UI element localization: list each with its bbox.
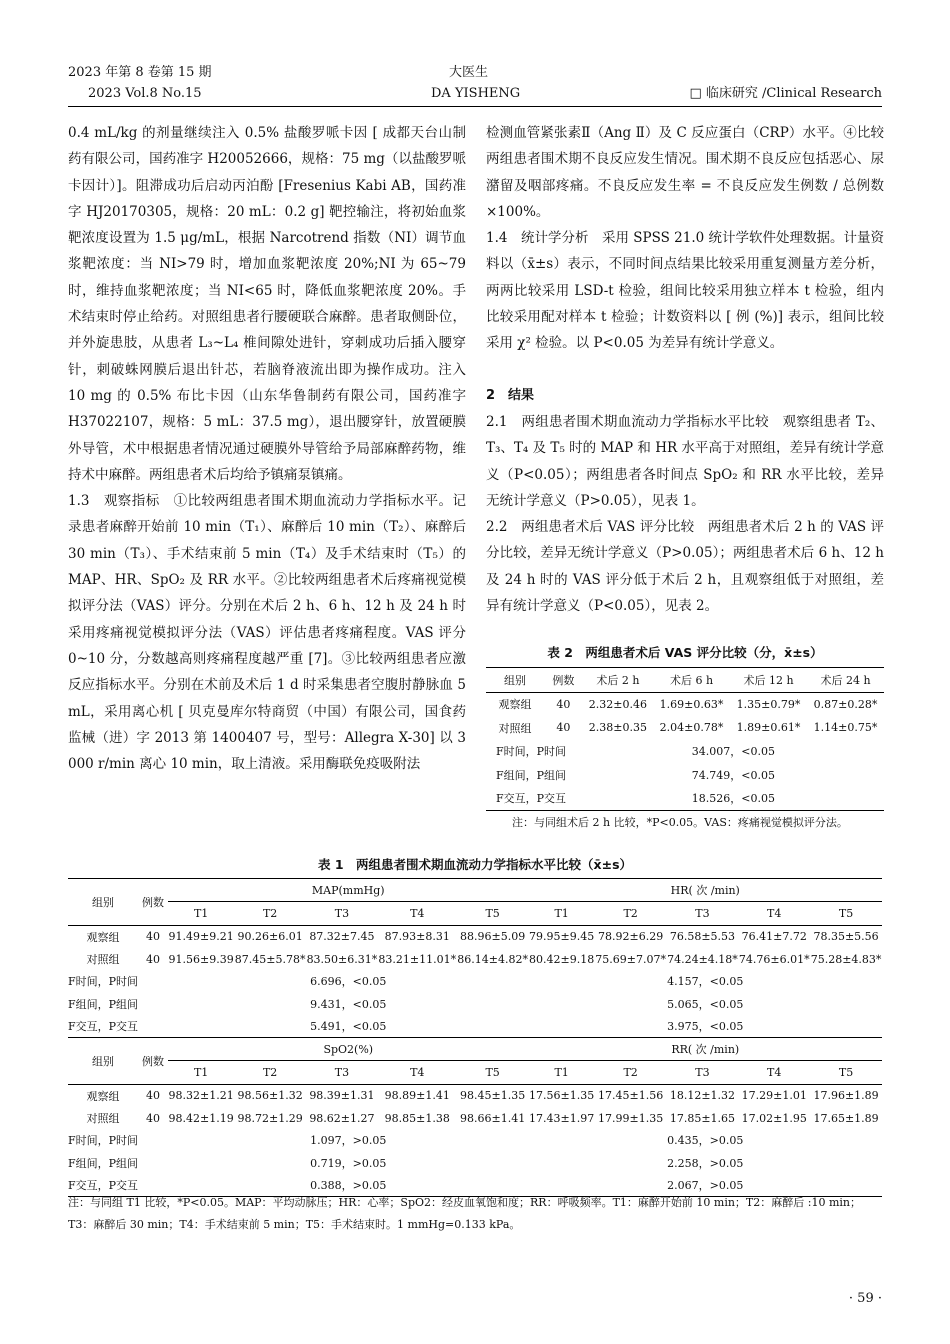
table-cell: 83.50±6.31* [306,952,378,966]
time-point-header: T2 [262,1066,278,1080]
table-cell: 91.56±9.39 [168,952,234,966]
stats-left: 9.431，<0.05 [310,997,387,1011]
right-column [486,120,884,619]
table-cell: 2.32±0.46 [588,697,647,711]
table-cell: 17.99±1.35 [598,1111,664,1125]
table-cell: 对照组 [86,953,120,967]
table-cell: 17.96±1.89 [813,1089,879,1103]
col-n: 例数 [142,1054,164,1068]
stats-row [486,787,884,811]
time-point-header: T5 [838,1066,854,1080]
time-point-header: T1 [554,1066,569,1080]
table1-note: 注：与同组 T1 比较，*P<0.05。MAP：平均动脉压；HR：心率；SpO2：经皮血氧饱和度；RR：呼吸频率。T1：麻醉开始前 10 min；T2：麻醉后 :10 min；T3：麻醉后 30 min；T4：手术结束前 5 min；T5：手术结束时。1 mmHg=0.133 kPa。 [68,1196,862,1231]
table-cell: 98.45±1.35 [460,1089,526,1103]
time-point-header: T1 [193,1066,209,1080]
time-point-header: T5 [485,906,500,920]
table-cell: 90.26±6.01 [237,930,303,944]
body-paragraph: 1.3 观察指标 ①比较两组患者围术期血流动力学指标水平。记录患者麻醉开始前 10 min（T₁）、麻醉后 10 min（T₂）、麻醉后 30 min（T₃）、手术结束前 5 min（T₄）及手术结束时（T₅）的 MAP、HR、SpO₂ 及 RR 水平。②比较两组患者术后疼痛视觉模拟评分法（VAS）评分。分别在术后 2 h、6 h、12 h 及 24 h 时采用疼痛视觉模拟评分法（VAS）评估患者疼痛程度。VAS 评分 0~10 分，分数越高则疼痛程度越严重 [7]。③比较两组患者应激反应指标水平。分别在术前及术后 1 d 时采集患者空腹肘静脉血 5 mL，采用离心机 [ 贝克曼库尔特商贸（中国）有限公司，国食药监械（进）字 2013 第 1400407 号，型号：Allegra X-30] 以 3 000 r/min 离心 10 min，取上清液。采用酶联免疫吸附法 [68,493,466,773]
header-rule [68,106,882,107]
body-paragraph: 0.4 mL/kg 的剂量继续注入 0.5% 盐酸罗哌卡因 [ 成都天台山制药有限公司，国药准字 H20052666，规格：75 mg（以盐酸罗哌卡因计）]。阻滞成功后启动丙泊酚 [Fresenius Kabi AB，国药准字 HJ20170305，规格：20 mL：0.2 g] 靶控输注，将初始血浆靶浓度设置为 1.5 μg/mL，根据 Narcotrend 指数（NI）调节血浆靶浓度：当 NI>79 时，增加血浆靶浓度 20%;NI 为 65~79 时，维持血浆靶浓度；当 NI<65 时，降低血浆靶浓度 20%。手术结束时停止给药。对照组患者行腰硬联合麻醉。患者取侧卧位，并外旋患肢，从患者 L₃~L₄ 椎间隙处进针，穿刺成功后插入腰穿针，刺破蛛网膜后退出针芯，若脑脊液流出即为操作成功。注入 10 mg 的 0.5% 布比卡因（山东华鲁制药有限公司，国药准字 H37022107，规格：5 mL：37.5 mg），退出腰穿针，放置硬膜外导管，术中根据患者情况通过硬膜外导管给予局部麻醉药物，维持术中麻醉。两组患者术后均给予镇痛泵镇痛。 [68,125,466,483]
table-cell: 观察组 [86,930,120,944]
time-point-header: T3 [334,1066,350,1080]
stats-label: F组间，P组间 [68,1156,139,1170]
table-cell: 1.69±0.63* [659,697,724,711]
table-row [68,1084,882,1107]
stats-right: 2.067，>0.05 [667,1179,744,1192]
table-cell: 1.89±0.61* [736,721,801,735]
stats-row [68,1129,882,1151]
stats-left: 0.719，>0.05 [310,1156,387,1170]
table-header-cell: 术后 12 h [743,673,794,687]
table-cell: 78.35±5.56 [813,930,879,944]
table-cell: 0.87±0.28* [813,697,878,711]
table-header-cell: 术后 6 h [669,673,714,687]
time-point-row [68,902,882,925]
stats-right: 4.157，<0.05 [667,975,744,989]
table-cell: 79.95±9.45 [529,930,595,944]
table-cell: 17.45±1.56 [598,1089,664,1103]
table-row [486,716,884,740]
table-cell: 98.72±1.29 [237,1111,303,1125]
table-row [68,1107,882,1129]
block-left-title: SpO2(%) [168,1038,529,1061]
table-cell: 40 [146,952,160,966]
table-cell: 87.45±5.78* [234,952,306,966]
table-header-cell: 组别 [504,673,526,687]
body-paragraph: 2.1 两组患者围术期血流动力学指标水平比较 观察组患者 T₂、T₃、T₄ 及 T₅ 时的 MAP 和 HR 水平高于对照组，差异有统计学意义（P<0.05）；两组患者各时间点 SpO₂ 和 RR 水平比较，差异无统计学意义（P>0.05），见表 1。 [486,413,884,509]
time-point-header: T1 [193,906,209,920]
table-cell: 98.39±1.31 [309,1089,375,1103]
table-cell: 1.14±0.75* [813,721,878,735]
stats-label: F交互，P交互 [68,1179,139,1192]
table-cell: 17.65±1.89 [813,1111,879,1125]
table-header-cell: 术后 24 h [820,673,871,687]
stats-label: F交互，P交互 [68,1019,139,1033]
table-cell: 40 [556,721,571,735]
stats-right: 2.258，>0.05 [667,1156,744,1170]
stats-row [68,970,882,992]
table-cell: 91.49±9.21 [168,930,234,944]
table-cell: 98.66±1.41 [460,1111,526,1125]
stats-row [68,1152,882,1174]
time-point-header: T2 [623,906,638,920]
time-point-header: T4 [767,906,782,920]
table-cell: 75.28±4.83* [810,952,882,966]
table-cell: 17.85±1.65 [669,1111,736,1125]
body-paragraph: 检测血管紧张素Ⅱ（Ang Ⅱ）及 C 反应蛋白（CRP）水平。④比较两组患者围术期不良反应发生情况。围术期不良反应包括恶心、尿潴留及咽部疼痛。不良反应发生率 = 不良反应发生例数 / 总例数 ×100%。 [486,125,884,220]
table-cell: 观察组 [498,698,532,712]
table-cell: 17.29±1.01 [741,1089,807,1103]
stats-value: 74.749，<0.05 [691,768,775,782]
table-cell: 75.69±7.07* [595,952,666,966]
stats-value: 18.526，<0.05 [691,792,775,806]
table-cell: 98.85±1.38 [384,1111,450,1125]
table2-caption: 表 2 两组患者术后 VAS 评分比较（分，x̄±s） [547,645,823,660]
section-label: □ 临床研究 /Clinical Research [689,86,882,101]
table-cell: 40 [146,1089,160,1103]
table-cell: 87.93±8.31 [384,930,450,944]
table-cell: 98.56±1.32 [237,1089,303,1103]
table-cell: 2.04±0.78* [659,721,724,735]
stats-right: 5.065，<0.05 [667,997,744,1011]
table-cell: 78.92±6.29 [598,930,664,944]
table-header-row [68,879,882,902]
time-point-header: T2 [623,1066,638,1080]
table-cell: 87.32±7.45 [309,930,375,944]
stats-value: 34.007，<0.05 [691,745,775,759]
table-cell: 观察组 [86,1089,120,1103]
body-paragraph: 1.4 统计学分析 采用 SPSS 21.0 统计学软件处理数据。计量资料以（x̄±s）表示，不同时间点结果比较采用重复测量方差分析，两两比较采用 LSD-t 检验，组间比较采用独立样本 t 检验，组内比较采用配对样本 t 检验；计数资料以 [ 例 (%)] 表示，组间比较采用 χ² 检验。以 P<0.05 为差异有统计学意义。 [486,230,884,352]
time-point-header: T4 [410,906,425,920]
journal-issue-en: 2023 Vol.8 No.15 [88,86,202,101]
table-row [68,948,882,970]
table-row [486,692,884,716]
journal-name-cn: 大医生 [449,65,489,80]
journal-name-en: DA YISHENG [431,86,521,101]
time-point-header: T4 [410,1066,425,1080]
time-point-header: T3 [695,906,710,920]
table-cell: 17.02±1.95 [741,1111,807,1125]
stats-label: F时间，P时间 [496,745,567,759]
table-cell: 98.42±1.19 [168,1111,234,1125]
table-header-cell: 例数 [552,673,575,687]
table-cell: 对照组 [498,721,532,735]
table-cell: 2.38±0.35 [588,721,647,735]
col-n: 例数 [142,895,164,909]
stats-left: 5.491，<0.05 [310,1019,387,1033]
section-heading: 2 结果 [486,387,535,403]
table2-note: 注：与同组术后 2 h 比较，*P<0.05。VAS：疼痛视觉模拟评分法。 [512,816,848,829]
stats-label: F交互，P交互 [496,792,567,806]
table-cell: 98.89±1.41 [384,1089,450,1103]
table2 [486,667,884,811]
col-group: 组别 [92,1054,114,1068]
journal-issue-cn: 2023 年第 8 卷第 15 期 [68,65,212,80]
stats-left: 6.696，<0.05 [310,975,387,989]
block-right-title: RR( 次 /min) [529,1038,882,1061]
stats-label: F组间，P组间 [68,997,139,1011]
time-point-header: T4 [767,1066,782,1080]
time-point-header: T3 [334,906,350,920]
stats-label: F时间，P时间 [68,1134,139,1148]
stats-label: F时间，P时间 [68,975,139,989]
table-cell: 83.21±11.01* [378,952,457,966]
stats-row [486,763,884,787]
left-column [68,120,466,777]
table-header-cell: 术后 2 h [596,673,640,687]
table-cell: 1.35±0.79* [736,697,801,711]
table-cell: 40 [146,930,160,944]
table-cell: 76.41±7.72 [741,930,807,944]
page-number: · 59 · [848,1291,882,1306]
table1 [68,878,882,1197]
stats-label: F组间，P组间 [496,768,567,782]
table-cell: 17.56±1.35 [529,1089,595,1103]
table-cell: 17.43±1.97 [529,1111,595,1125]
table-cell: 88.96±5.09 [460,930,526,944]
stats-right: 3.975，<0.05 [667,1019,744,1033]
table-cell: 74.24±4.18* [667,952,738,966]
time-point-header: T1 [554,906,569,920]
table-header-row [68,1038,882,1061]
stats-left: 0.388，>0.05 [310,1179,387,1192]
col-group: 组别 [92,895,114,909]
table-cell: 98.32±1.21 [168,1089,234,1103]
table-cell: 74.76±6.01* [738,952,810,966]
time-point-header: T2 [262,906,278,920]
time-point-header: T5 [838,906,854,920]
table-cell: 98.62±1.27 [309,1111,375,1125]
stats-row [68,992,882,1014]
table-row [68,925,882,948]
table1-caption: 表 1 两组患者围术期血流动力学指标水平比较（x̄±s） [317,857,633,872]
stats-left: 1.097，>0.05 [310,1134,387,1148]
stats-row [486,740,884,764]
table-cell: 76.58±5.53 [669,930,736,944]
table-cell: 86.14±4.82* [457,952,528,966]
time-point-header: T5 [485,1066,500,1080]
time-point-row [68,1061,882,1084]
table-cell: 40 [556,697,571,711]
table-cell: 对照组 [86,1112,120,1126]
block-right-title: HR( 次 /min) [529,879,882,902]
table-cell: 40 [146,1111,160,1125]
body-paragraph: 2.2 两组患者术后 VAS 评分比较 两组患者术后 2 h 的 VAS 评分比较，差异无统计学意义（P>0.05）；两组患者术后 6 h、12 h 及 24 h 时的 VAS 评分低于术后 2 h，且观察组低于对照组，差异有统计学意义（P<0.05），见表 2。 [486,519,884,615]
table-cell: 18.12±1.32 [669,1089,736,1103]
time-point-header: T3 [695,1066,710,1080]
table-cell: 80.42±9.18 [529,952,595,966]
block-left-title: MAP(mmHg) [168,879,529,902]
stats-right: 0.435，>0.05 [667,1134,744,1148]
stats-row [68,1015,882,1038]
